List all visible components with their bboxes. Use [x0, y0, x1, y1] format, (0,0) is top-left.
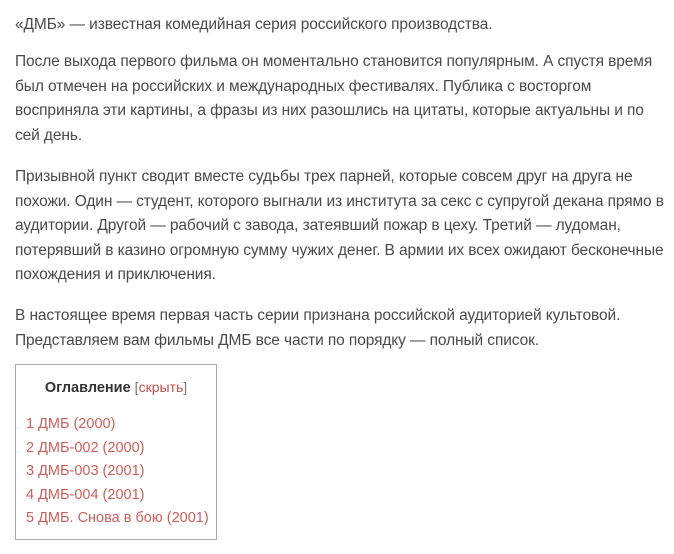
toc-hide-toggle[interactable] — [135, 379, 187, 395]
toc-title: Оглавление — [44, 380, 131, 396]
plot-paragraph: Призывной пункт сводит вместе судьбы трех парней, которые совсем друг на друга не похожи. Один — студент, которого выгнали из института за секс с супругой декана прямо в аудитории. Другой — рабочий с завода, затеявший пожар в цеху. Третий — лудоман, потерявший в казино огромную сумму чужих денег. В армии их всех ожидают бесконечные похождения и приключения. — [15, 168, 664, 283]
summary-paragraph: В настоящее время первая часть серии признана российской аудиторией культовой. Представляем вам фильмы ДМБ все части по порядку — полный список. — [15, 307, 621, 349]
release-paragraph: После выхода первого фильма он моментально становится популярным. А спустя время был отмечен на российских и международных фестивалях. Публика с восторгом восприняла эти картины, а фразы из них разошлись на цитаты, которые актуальны и по сей день. — [15, 53, 653, 144]
toc-link-dmb-snova-v-boyu[interactable]: 5 ДМБ. Снова в бою (2001) — [26, 510, 209, 526]
toc-link-dmb-004[interactable]: 4 ДМБ-004 (2001) — [26, 486, 145, 503]
bracket-open: [ — [134, 379, 139, 395]
toc-header — [16, 379, 216, 396]
bracket-close: ] — [183, 379, 188, 395]
toc-link-dmb-2000[interactable]: 1 ДМБ (2000) — [26, 416, 116, 432]
table-of-contents — [15, 364, 217, 540]
intro-paragraph: «ДМБ» — известная комедийная серия российского производства. — [15, 16, 493, 33]
toc-hide-link[interactable]: скрыть — [138, 379, 184, 395]
toc-link-dmb-003[interactable]: 3 ДМБ-003 (2001) — [26, 463, 145, 479]
toc-link-dmb-002[interactable]: 2 ДМБ-002 (2000) — [26, 439, 145, 456]
toc-list — [26, 413, 209, 531]
